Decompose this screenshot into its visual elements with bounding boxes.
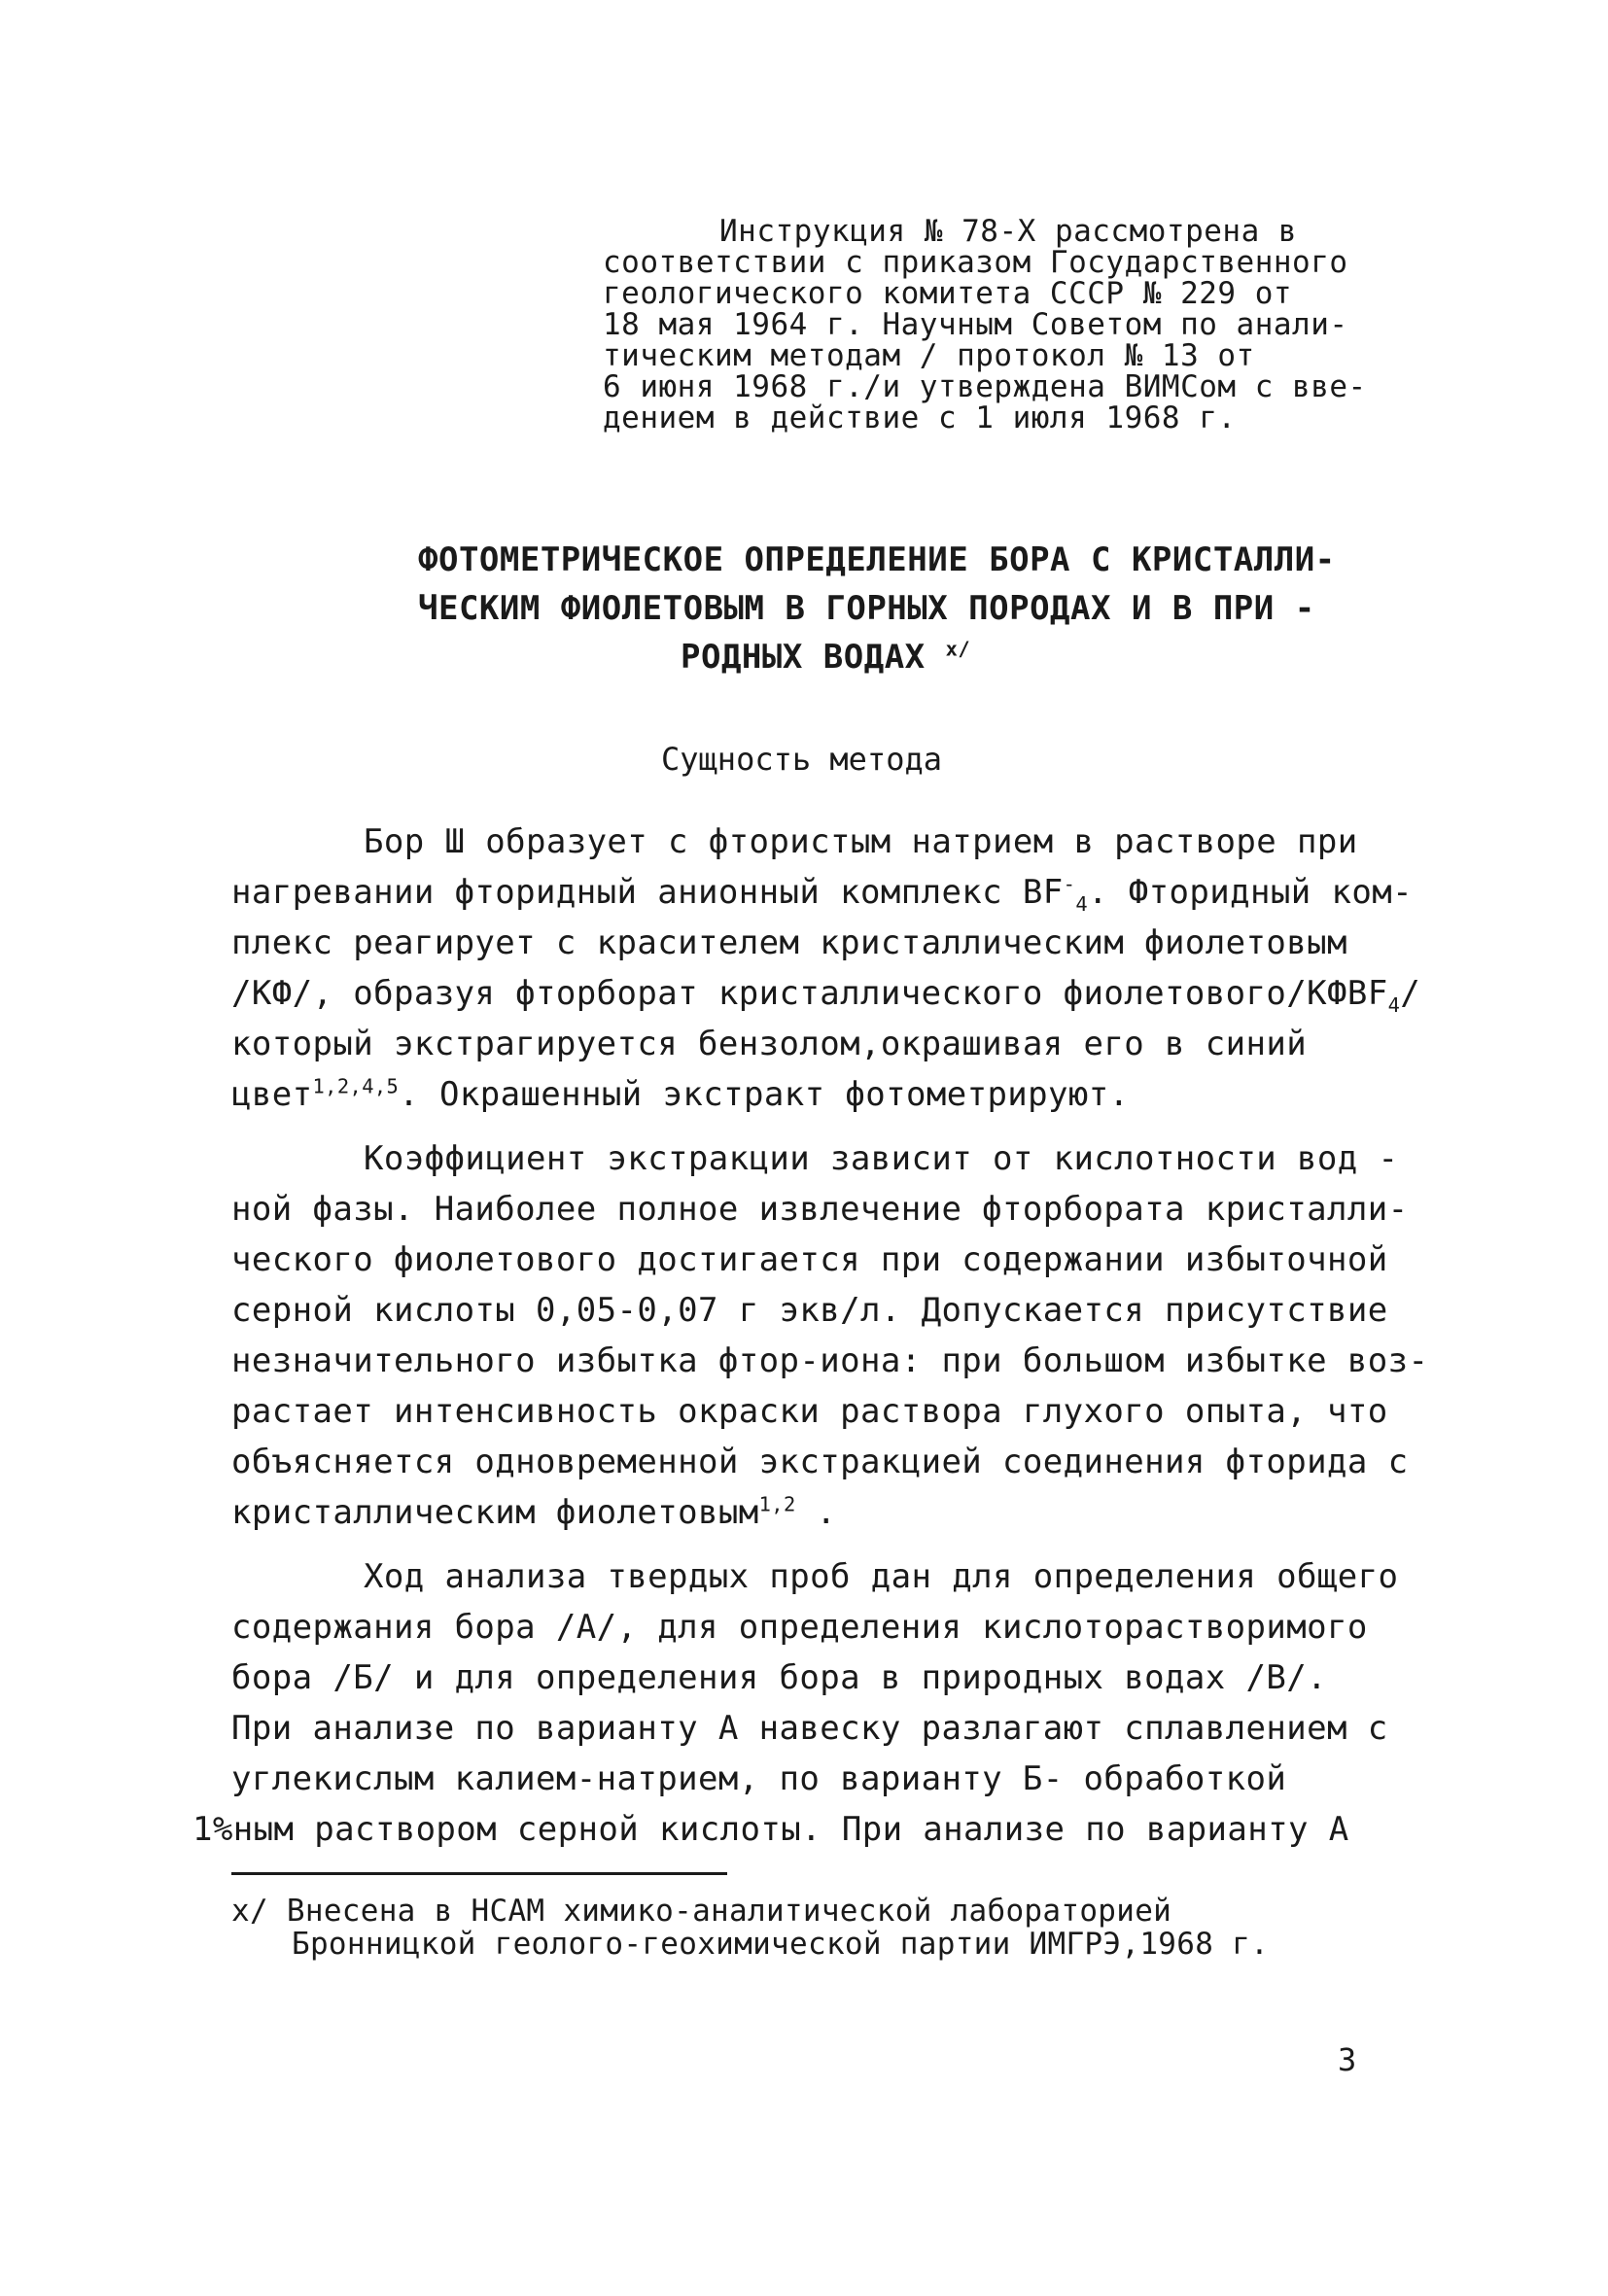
title-line: ФОТОМЕТРИЧЕСКОЕ ОПРЕДЕЛЕНИЕ БОРА С КРИСТАЛЛИ- (418, 540, 1336, 579)
section-heading: Сущность метода (661, 741, 942, 778)
text-run: цвет (231, 1075, 313, 1114)
paragraph-line (231, 1075, 1130, 1114)
paragraph-line: При анализе по варианту А навеску разлагают сплавлением с (231, 1709, 1388, 1748)
title-line (681, 638, 970, 677)
subscript: 4 (1387, 992, 1401, 1017)
paragraph-line: ческого фиолетового достигается при содержании избыточной (231, 1240, 1388, 1279)
superscript: 1,2,4,5 (312, 1074, 400, 1098)
approval-line: 18 мая 1964 г. Научным Советом по анали- (603, 307, 1348, 342)
approval-line: дением в действие с 1 июля 1968 г. (603, 400, 1237, 435)
title-line: ЧЕСКИМ ФИОЛЕТОВЫМ В ГОРНЫХ ПОРОДАХ И В ПРИ - (418, 589, 1315, 628)
approval-line: геологического комитета СССР № 229 от (603, 276, 1293, 311)
approval-line: соответствии с приказом Государственного (603, 245, 1348, 280)
paragraph-line: ной фазы. Наиболее полное извлечение фторбората кристалли- (231, 1190, 1409, 1229)
paragraph-line: Ход анализа твердых проб дан для определения общего (364, 1557, 1399, 1596)
paragraph-line: который экстрагируется бензолом,окрашивая его в синий (231, 1025, 1308, 1063)
paragraph-line: Коэффициент экстракции зависит от кислотности вод - (364, 1139, 1399, 1178)
paragraph-line (231, 974, 1421, 1017)
approval-line: Инструкция № 78-Х рассмотрена в (719, 214, 1298, 249)
paragraph-line (231, 1493, 836, 1532)
text-run: / (1400, 974, 1421, 1013)
page-number: 3 (1338, 2041, 1357, 2078)
paragraph-line (231, 872, 1413, 916)
text-run: /КФ/, образуя фторборат кристаллического фиолетового/КФВF (231, 974, 1388, 1013)
paragraph-line: 1%ным раствором серной кислоты. При анализе по варианту А (192, 1810, 1349, 1849)
paragraph-line: объясняется одновременной экстракцией соединения фторида с (231, 1443, 1409, 1481)
approval-line: тическим методам / протокол № 13 от (603, 338, 1255, 373)
subscript: 4 (1075, 891, 1089, 916)
paragraph-line: углекислым калием-натрием, по варианту Б- обработкой (231, 1759, 1287, 1798)
title-line-text: РОДНЫХ ВОДАХ (681, 638, 926, 677)
approval-line: 6 июня 1968 г./и утверждена ВИМСом с вве- (603, 369, 1367, 404)
paragraph-line: серной кислоты 0,05-0,07 г экв/л. Допускается присутствие (231, 1291, 1388, 1330)
text-run: нагревании фторидный анионный комплекс BF (231, 873, 1064, 912)
footnote-line: Бронницкой геолого-геохимической партии ИМГРЭ,1968 г. (292, 1927, 1270, 1962)
text-run: . (795, 1493, 837, 1532)
paragraph-line: плекс реагирует с красителем кристаллическим фиолетовым (231, 923, 1347, 962)
footnote-separator (231, 1872, 727, 1875)
paragraph-line: содержания бора /А/, для определения кислоторастворимого (231, 1608, 1368, 1647)
paragraph-line: Бор Ш образует с фтористым натрием в растворе при (364, 822, 1358, 861)
text-run: . Фторидный ком- (1088, 873, 1413, 912)
paragraph-line: незначительного избытка фтор-иона: при большом избытке воз- (231, 1341, 1429, 1380)
paragraph-line: растает интенсивность окраски раствора глухого опыта, что (231, 1392, 1388, 1431)
superscript: - (1063, 872, 1076, 896)
text-run: . Окрашенный экстракт фотометрируют. (399, 1075, 1130, 1114)
paragraph-line: бора /Б/ и для определения бора в природных водах /В/. (231, 1658, 1327, 1697)
text-run: кристаллическим фиолетовым (231, 1493, 759, 1532)
footnote-line: х/ Внесена в НСАМ химико-аналитической лабораторией (231, 1894, 1172, 1929)
superscript: 1,2 (758, 1492, 796, 1516)
title-footnote-mark: x/ (945, 637, 971, 661)
